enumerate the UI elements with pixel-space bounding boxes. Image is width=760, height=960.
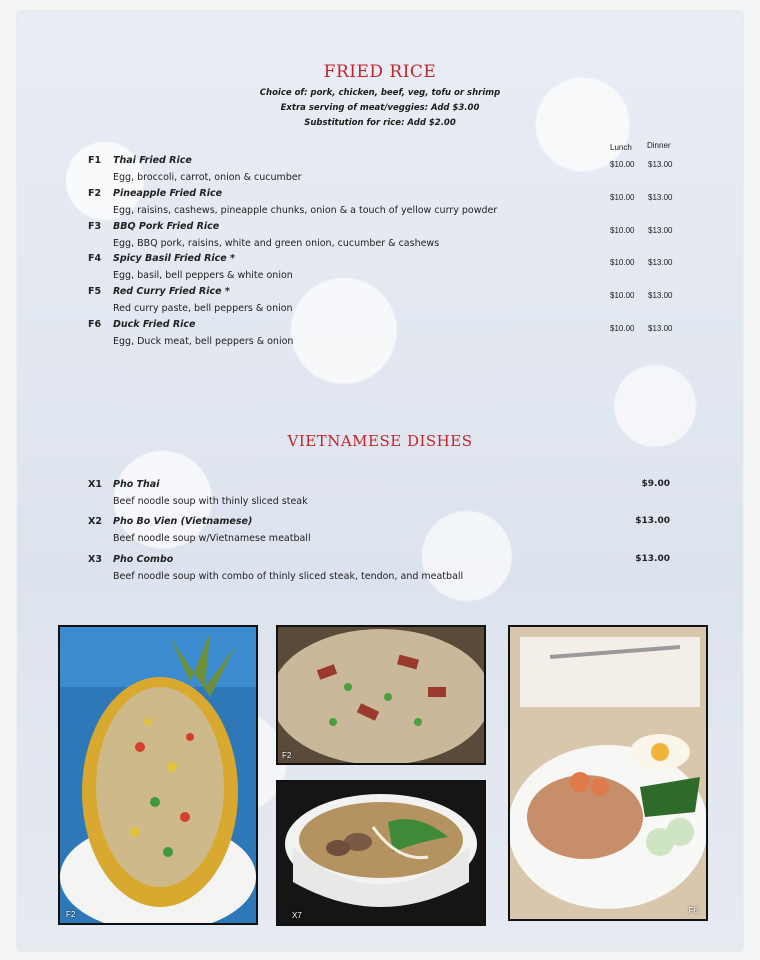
item-desc: Egg, basil, bell peppers & white onion [113,270,293,281]
item-name: BBQ Pork Fried Rice [113,221,220,232]
item-code: F2 [88,188,102,199]
item-price: $13.00 [635,516,670,526]
lunch-price: $10.00 [610,193,635,202]
item-desc: Egg, raisins, cashews, pineapple chunks, onion & a touch of yellow curry powder [113,205,498,216]
fried-rice-title: FRIED RICE [323,62,437,82]
fried-rice-notes [18,86,742,131]
item-name: Duck Fried Rice [113,319,196,330]
item-desc: Egg, BBQ pork, raisins, white and green onion, cucumber & cashews [113,238,440,249]
note-choice: Choice of: pork, chicken, beef, veg, tofu or shrimp [259,88,501,98]
photo-tag: F6 [688,906,698,915]
dinner-price: $13.00 [648,324,673,333]
pho-photo [276,780,486,926]
duck-fried-rice-photo [508,625,708,921]
item-desc: Beef noodle soup with combo of thinly sliced steak, tendon, and meatball [113,571,464,582]
dinner-price: $13.00 [648,160,673,169]
item-desc: Beef noodle soup with thinly sliced steak [113,496,308,507]
vietnamese-title: VIETNAMESE DISHES [287,432,473,450]
lunch-price: $10.00 [610,160,635,169]
pineapple-fried-rice-image [60,627,256,923]
photo-tag: X7 [292,911,302,920]
item-code: F3 [88,221,102,232]
item-name: Thai Fried Rice [113,155,192,166]
item-code: X2 [88,516,102,527]
lunch-column-header: Lunch [610,143,632,152]
item-code: F5 [88,286,102,297]
menu-item-f4 [88,253,688,285]
note-extra: Extra serving of meat/veggies: Add $3.00 [280,103,480,113]
menu-page [18,12,742,950]
menu-item-f1 [88,155,688,187]
item-name: Red Curry Fried Rice * [113,286,230,297]
menu-item-f2 [88,188,688,220]
dinner-price: $13.00 [648,291,673,300]
lunch-price: $10.00 [610,324,635,333]
menu-item-f5 [88,286,688,318]
item-code: X1 [88,479,102,490]
note-substitution: Substitution for rice: Add $2.00 [304,118,456,128]
item-price: $9.00 [641,479,670,489]
pho-image [278,782,484,924]
menu-item-f6 [88,319,688,351]
lunch-price: $10.00 [610,291,635,300]
item-name: Pho Thai [113,479,160,490]
dinner-price: $13.00 [648,226,673,235]
menu-item-x3 [88,554,688,588]
item-name: Spicy Basil Fried Rice * [113,253,236,264]
item-code: X3 [88,554,102,565]
menu-item-f3 [88,221,688,253]
photo-tag: F2 [282,751,292,760]
item-code: F1 [88,155,102,166]
item-price: $13.00 [635,554,670,564]
item-desc: Egg, broccoli, carrot, onion & cucumber [113,172,302,183]
lunch-price: $10.00 [610,226,635,235]
item-desc: Red curry paste, bell peppers & onion [113,303,293,314]
item-desc: Egg, Duck meat, bell peppers & onion [113,336,294,347]
item-code: F4 [88,253,102,264]
menu-item-x1 [88,479,688,513]
bbq-fried-rice-photo [276,625,486,765]
item-name: Pho Combo [113,554,174,565]
item-code: F6 [88,319,102,330]
menu-item-x2 [88,516,688,550]
duck-fried-rice-image [510,627,706,919]
dinner-column-header: Dinner [647,141,671,150]
dinner-price: $13.00 [648,193,673,202]
item-desc: Beef noodle soup w/Vietnamese meatball [113,533,311,544]
photo-tag: F2 [66,910,76,919]
bbq-fried-rice-image [278,627,484,763]
item-name: Pineapple Fried Rice [113,188,223,199]
item-name: Pho Bo Vien (Vietnamese) [113,516,253,527]
dinner-price: $13.00 [648,258,673,267]
lunch-price: $10.00 [610,258,635,267]
pineapple-fried-rice-photo [58,625,258,925]
